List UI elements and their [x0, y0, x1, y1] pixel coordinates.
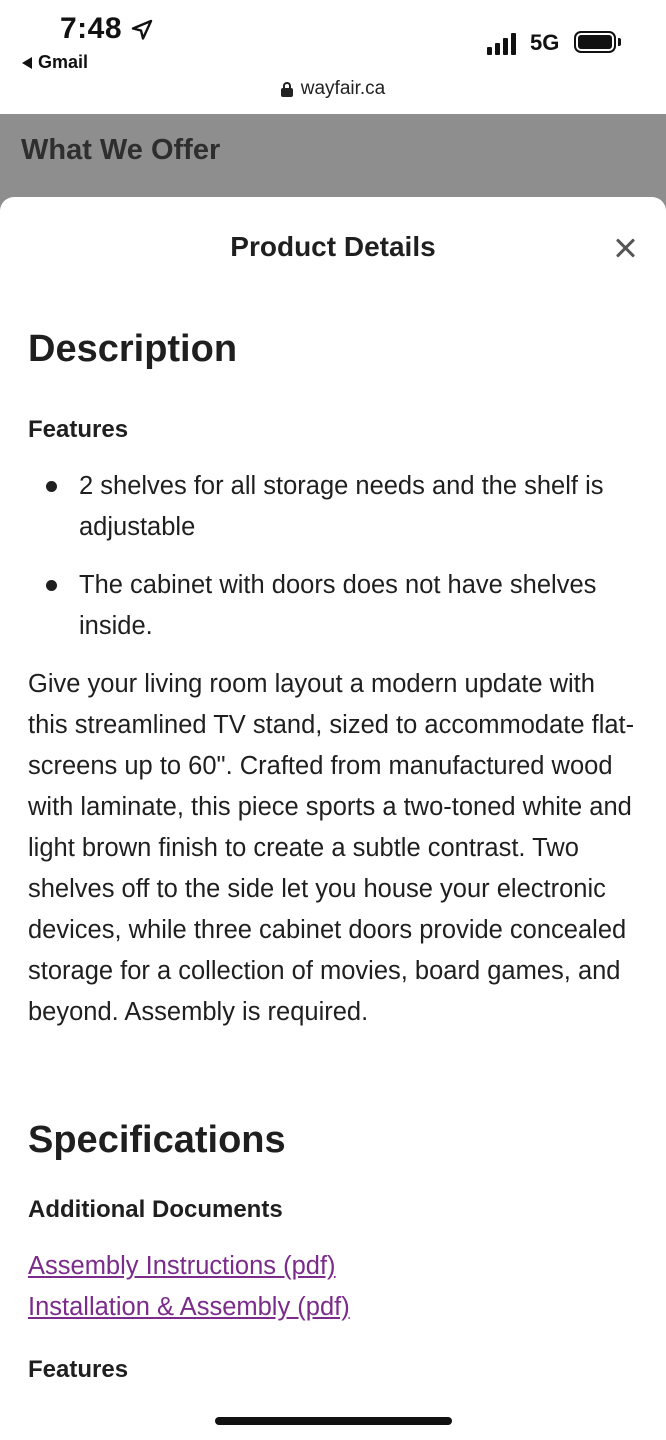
close-icon[interactable] [608, 231, 642, 265]
status-bar [0, 0, 666, 114]
description-paragraph: Give your living room layout a modern update with this streamlined TV stand, sized to accommodate flat-screens up to 60". Crafted from manufactured wood with laminate, this piece sports a two-toned white and light brown finish to create a subtle contrast. Two shelves off to the side let you house your electronic devices, while three cabinet doors provide concealed storage for a collection of movies, board games, and beyond. Assembly is required. [28, 670, 635, 1026]
description-heading: Description [28, 328, 238, 370]
spec-features-heading: Features [28, 1356, 129, 1383]
sheet-title: Product Details [230, 231, 436, 262]
network-label: 5G [530, 30, 560, 55]
sheet-content [28, 325, 638, 1386]
features-list [28, 466, 638, 647]
assembly-instructions-link[interactable]: Assembly Instructions (pdf) [28, 1252, 336, 1280]
status-time: 7:48 [60, 12, 123, 45]
back-triangle-icon [22, 57, 32, 69]
background-page-title: What We Offer [21, 134, 221, 166]
location-arrow-icon [130, 18, 154, 42]
battery-cap [618, 38, 621, 46]
url-text: wayfair.ca [300, 78, 386, 99]
battery-icon [574, 31, 616, 53]
installation-assembly-link[interactable]: Installation & Assembly (pdf) [28, 1293, 350, 1321]
specifications-heading: Specifications [28, 1119, 286, 1161]
list-item: 2 shelves for all storage needs and the shelf is adjustable [28, 466, 638, 548]
home-indicator[interactable] [215, 1417, 452, 1425]
lock-icon [281, 82, 293, 96]
url-bar[interactable] [0, 78, 666, 100]
product-details-sheet [0, 197, 666, 1440]
back-to-app-button[interactable] [22, 52, 88, 73]
document-links [28, 1246, 638, 1328]
signal-icon [487, 33, 516, 55]
additional-documents-heading: Additional Documents [28, 1196, 283, 1223]
back-app-label: Gmail [38, 52, 89, 72]
list-item: The cabinet with doors does not have shelves inside. [28, 565, 638, 647]
features-heading: Features [28, 416, 129, 443]
